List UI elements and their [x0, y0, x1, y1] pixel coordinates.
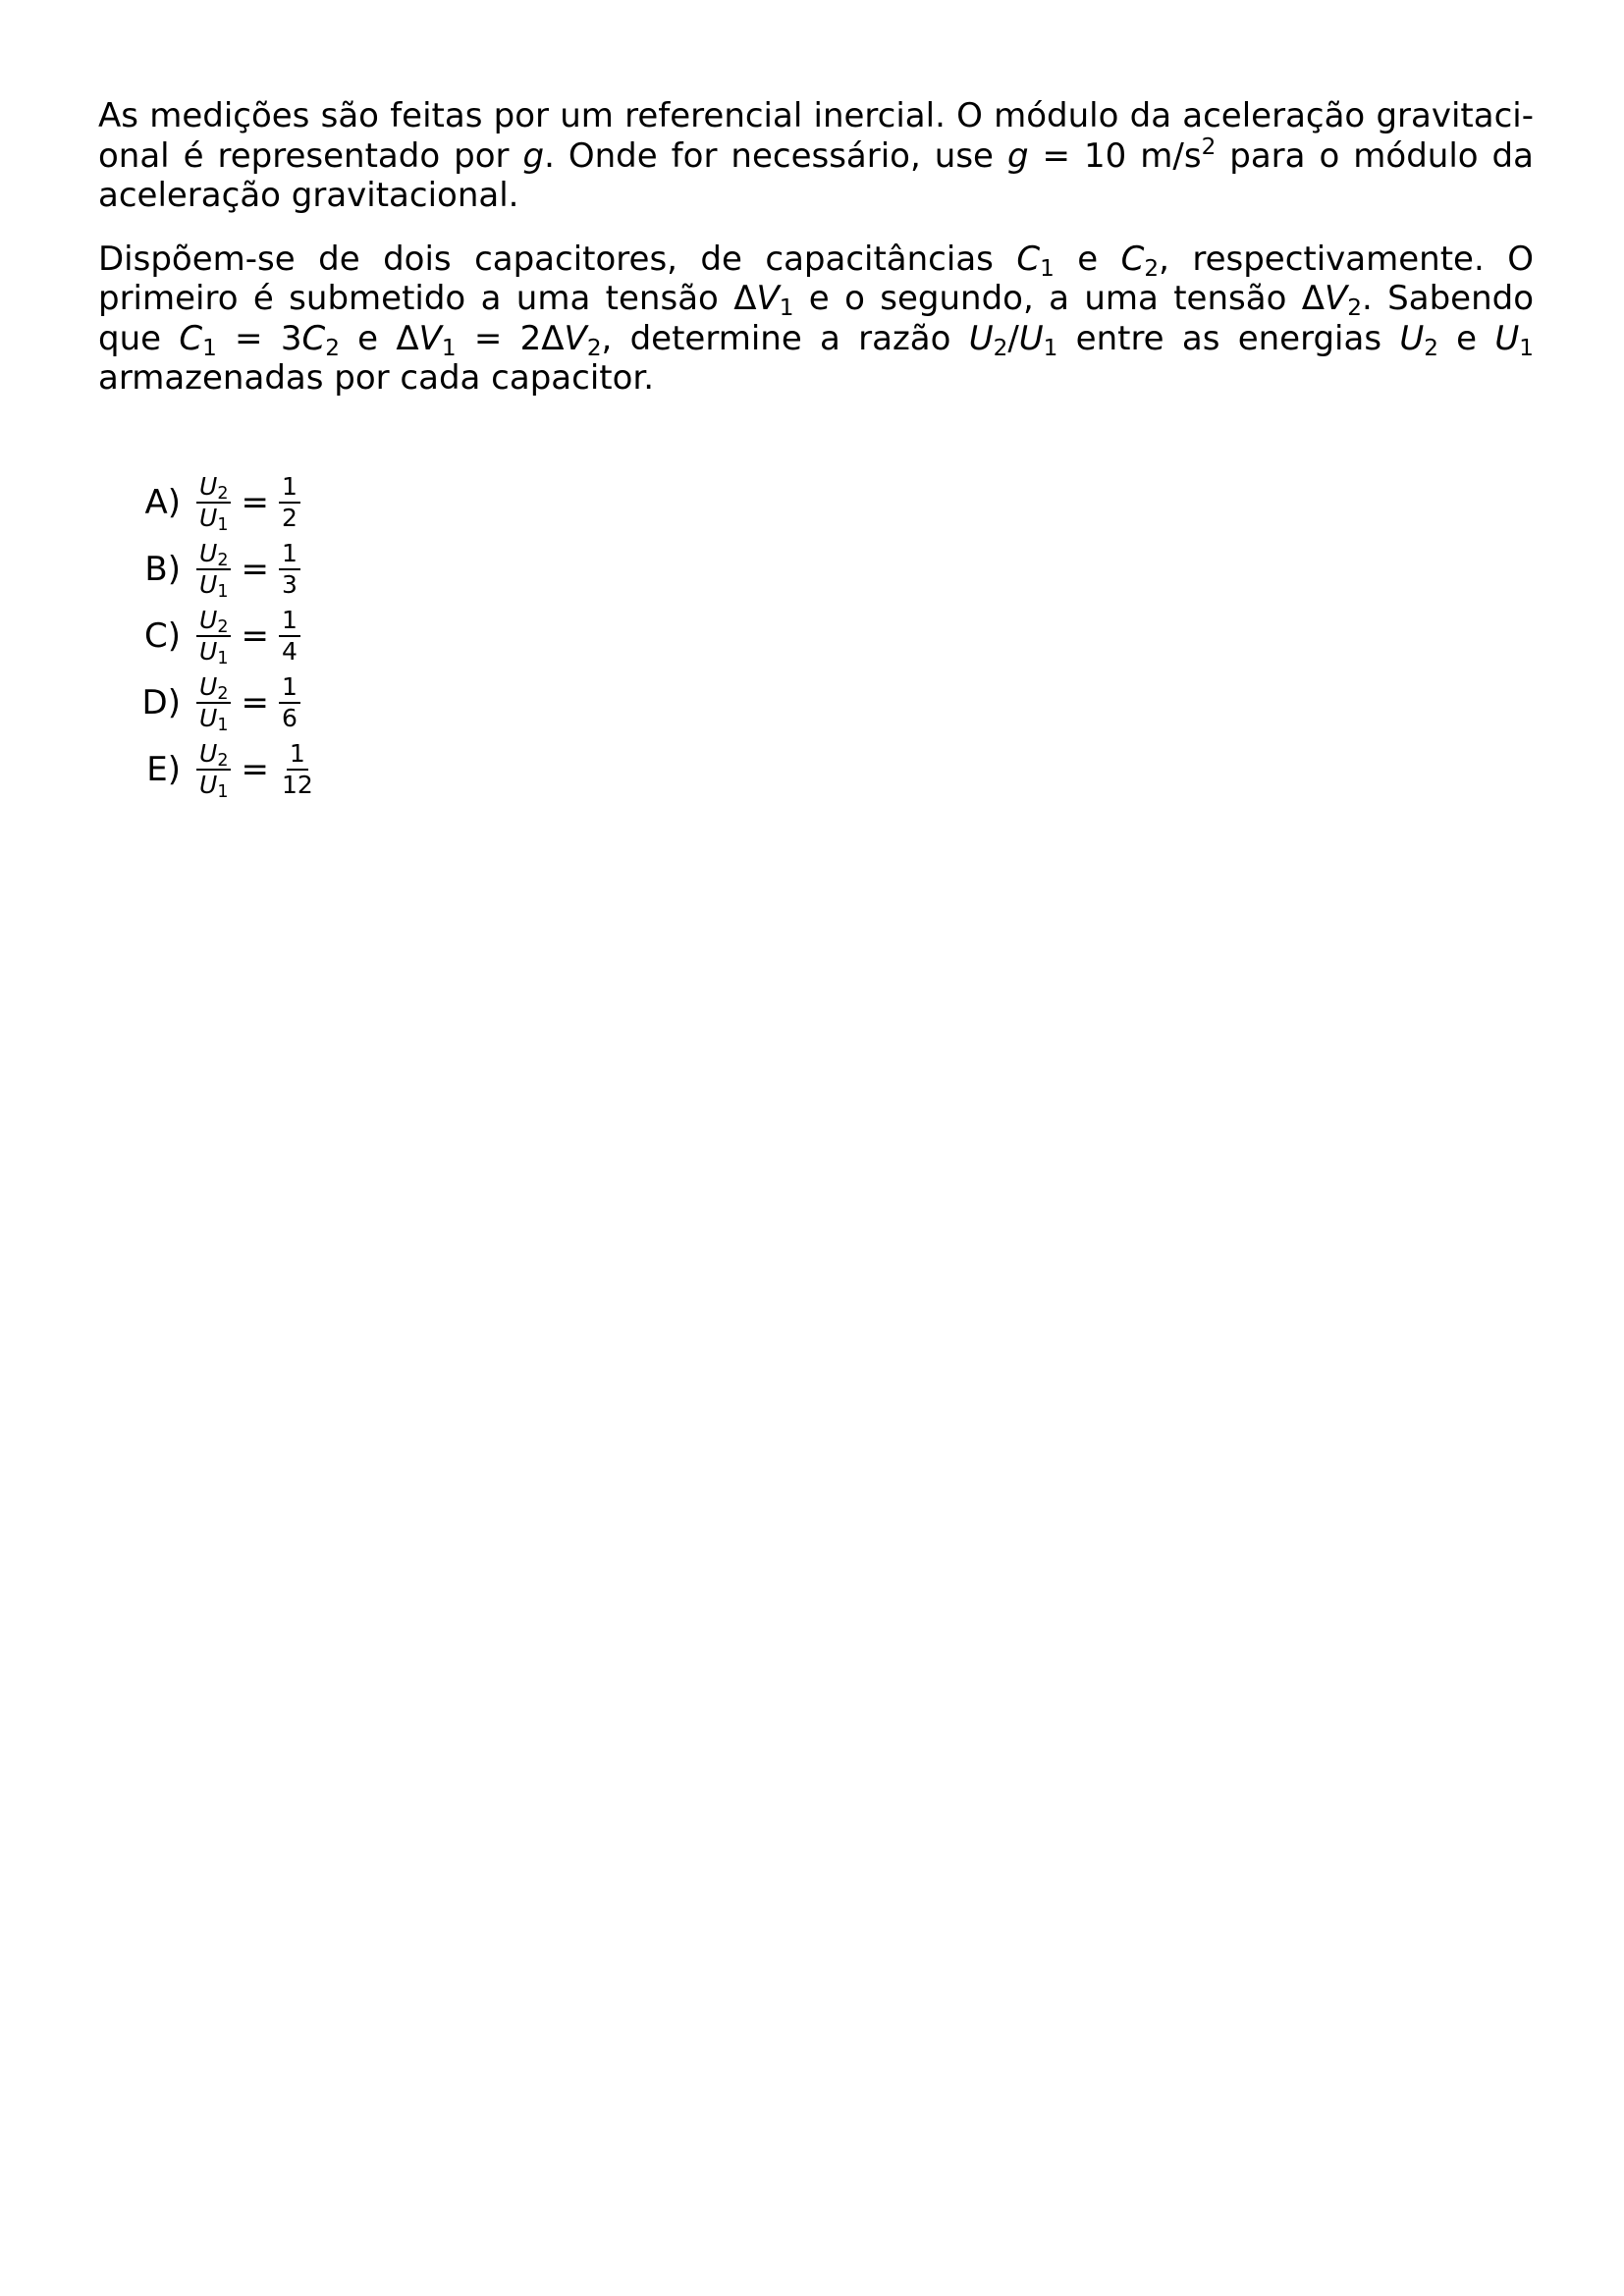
subscript: 2	[586, 335, 602, 361]
question-text: e	[1054, 239, 1121, 279]
subscript: 2	[1144, 255, 1160, 282]
subscript: 2	[325, 335, 340, 361]
option-e[interactable]	[128, 736, 1534, 803]
question-text: entre as energias	[1057, 318, 1400, 358]
var-u: U	[1399, 318, 1425, 358]
subscript: 1	[1040, 255, 1055, 282]
option-d[interactable]	[128, 669, 1534, 736]
var-v: V	[564, 318, 587, 358]
ratio-fraction: $\frac{U_2}{U_1}$	[196, 674, 231, 731]
subscript: 2	[1424, 335, 1438, 361]
ratio-fraction: $\frac{U_2}{U_1}$	[196, 608, 231, 665]
question-text: , respectivamente. O primeiro é submetido a uma tensão Δ	[98, 239, 1534, 318]
ratio-fraction: $\frac{U_2}{U_1}$	[196, 474, 231, 531]
subscript: 2	[993, 335, 1008, 361]
var-c: C	[1120, 239, 1145, 279]
option-b[interactable]	[128, 536, 1534, 603]
var-c: C	[301, 318, 326, 358]
intro-text: = 10 m/s	[1028, 135, 1202, 176]
intro-paragraph	[98, 96, 1534, 216]
answer-options	[128, 469, 1534, 803]
answer-fraction: $\frac{1}{2}$	[279, 474, 300, 531]
document-page	[98, 96, 1534, 803]
equals-sign: =	[241, 615, 269, 656]
option-label: D)	[141, 682, 181, 722]
option-label: C)	[143, 615, 181, 656]
answer-fraction: $\frac{1}{4}$	[279, 608, 300, 665]
question-text: , determine a razão	[601, 318, 969, 358]
answer-fraction: $\frac{1}{12}$	[281, 738, 313, 799]
question-paragraph	[98, 240, 1534, 399]
question-text: e o segundo, a uma tensão Δ	[793, 279, 1326, 318]
subscript: 1	[441, 335, 457, 361]
subscript: 1	[779, 295, 794, 322]
option-c[interactable]	[128, 603, 1534, 669]
ratio-fraction: $\frac{U_2}{U_1}$	[196, 541, 231, 598]
option-label: E)	[146, 749, 181, 789]
var-u: U	[1018, 318, 1044, 358]
g-symbol: g	[1006, 135, 1029, 176]
question-text: armazenadas por cada capacitor.	[98, 358, 655, 398]
var-c: C	[179, 318, 203, 358]
var-v: V	[1325, 279, 1348, 318]
var-c: C	[1016, 239, 1041, 279]
question-text: /	[1007, 318, 1019, 358]
var-v: V	[756, 279, 780, 318]
equals-sign: =	[241, 482, 269, 522]
answer-fraction: $\frac{1}{6}$	[279, 674, 300, 731]
option-label: B)	[144, 549, 181, 589]
intro-text: . Onde for necessário, use	[544, 135, 1007, 176]
question-text: = 3	[216, 318, 302, 358]
equals-sign: =	[241, 682, 269, 722]
answer-fraction: $\frac{1}{3}$	[279, 541, 300, 598]
equals-sign: =	[241, 549, 269, 589]
question-text: . Sabendo que	[98, 279, 1535, 358]
var-u: U	[1494, 318, 1520, 358]
question-text: e Δ	[339, 318, 419, 358]
var-u: U	[968, 318, 994, 358]
option-a[interactable]	[128, 469, 1534, 536]
subscript: 1	[1043, 335, 1058, 361]
question-text: e	[1437, 318, 1495, 358]
exponent: 2	[1201, 133, 1217, 160]
var-v: V	[418, 318, 442, 358]
subscript: 2	[1347, 295, 1362, 322]
intro-text: para o módulo da aceleração gravitacional.	[98, 135, 1534, 215]
subscript: 1	[202, 335, 217, 361]
ratio-fraction: $\frac{U_2}{U_1}$	[196, 741, 231, 798]
equals-sign: =	[241, 749, 269, 789]
intro-text: As medições são feitas por um referencial inercial. O módulo da aceleração gravitaci-onal é representado por	[98, 96, 1534, 176]
question-text: Dispõem-se de dois capacitores, de capacitâncias	[98, 239, 1017, 279]
option-label: A)	[144, 482, 181, 522]
question-text: = 2Δ	[456, 318, 565, 358]
g-symbol: g	[522, 135, 545, 176]
subscript: 1	[1519, 335, 1534, 361]
